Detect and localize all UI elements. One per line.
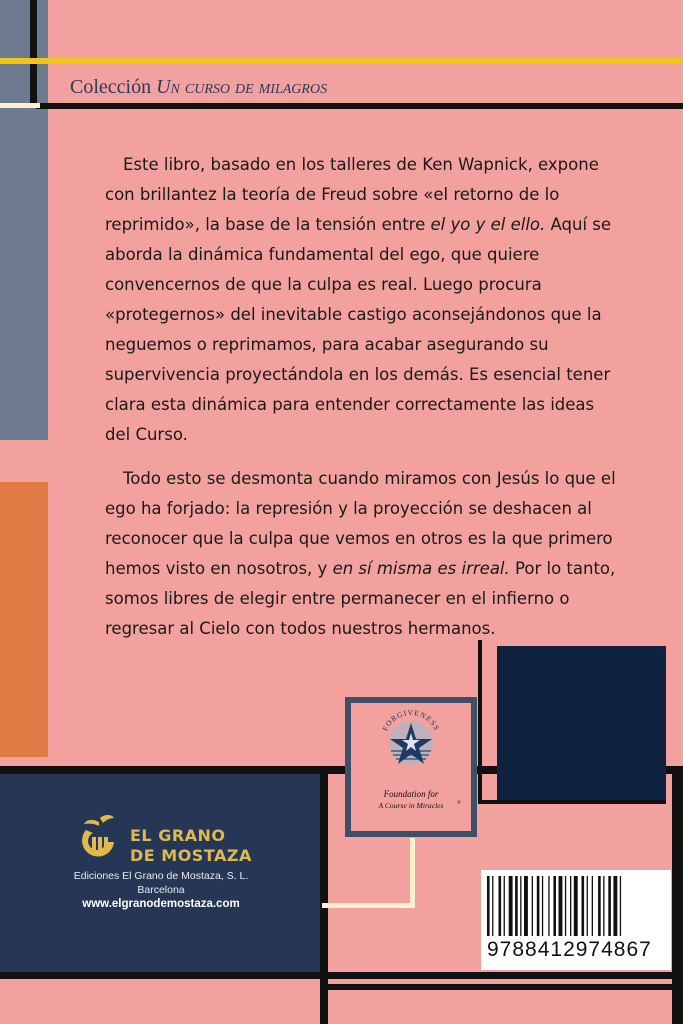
horizontal-divider-top (36, 103, 683, 109)
horizontal-divider-bottom (0, 972, 683, 979)
navy-block-shadow-left (478, 640, 482, 804)
horizontal-divider-low-right (322, 984, 683, 990)
paragraph-1 (105, 150, 620, 450)
navy-block-shadow-bottom (478, 800, 666, 804)
foundation-line1: Foundation for (383, 789, 439, 799)
collection-header (70, 76, 327, 99)
publisher-city: Barcelona (137, 884, 185, 896)
collection-title: Un curso de milagros (156, 76, 328, 98)
para2-italic: en sí misma es irreal. (332, 559, 510, 578)
collection-prefix: Colección (70, 76, 152, 98)
barcode-bars (481, 876, 671, 946)
publisher-name-line1: EL GRANO (130, 826, 226, 845)
orange-stripe (0, 482, 48, 757)
navy-block (497, 646, 666, 801)
cream-accent-horizontal (322, 903, 414, 908)
publisher-name (130, 826, 252, 866)
vertical-divider-left (30, 0, 37, 108)
forgiveness-arc-text: FORGIVENESS (380, 707, 442, 733)
para1-text-b: Aquí se aborda la dinámica fundamental del ego, que quiere convencernos de que la culpa es real. Luego procura «protegernos» del inevitable castigo aconsejándonos que la neguemos o reprimamos, para acabar asegurando su supervivencia proyectándola en los demás. Es esencial tener clara esta dinámica para entender correctamente las ideas del Curso. (105, 215, 612, 444)
para1-italic: el yo y el ello. (430, 215, 546, 234)
cream-accent-top (0, 103, 40, 108)
para2-text-a: Todo esto se desmonta cuando miramos con Jesús lo que el ego ha forjado: la represión y la proyección se deshacen al reconocer que la culpa que vemos en otros es la que primero hemos visto en nosotros, y (105, 469, 616, 578)
description (105, 150, 620, 658)
publisher-company: Ediciones El Grano de Mostaza, S. L. (73, 870, 249, 882)
slate-stripe (0, 0, 48, 440)
para2-text-b: Por lo tanto, somos libres de elegir entre permanecer en el infierno o regresar al Cielo con todos nuestros hermanos. (105, 559, 616, 638)
cream-accent-vertical (410, 838, 415, 908)
yellow-rule (0, 58, 683, 64)
foundation-logo-box (345, 697, 477, 837)
isbn-barcode (481, 870, 671, 970)
publisher-name-line2: DE MOSTAZA (130, 846, 252, 865)
forgiveness-star-icon (351, 703, 471, 831)
paragraph-2 (105, 464, 620, 644)
registered-mark: ® (457, 801, 461, 806)
para1-text-a: Este libro, basado en los talleres de Ken Wapnick, expone con brillantez la teoría de Freud sobre «el retorno de lo reprimido», la base de la tensión entre (105, 155, 599, 234)
foundation-line2: A Course in Miracles (378, 801, 444, 810)
publisher-website[interactable]: www.elgranodemostaza.com (82, 898, 240, 910)
barcode-digits: 9788412974867 (487, 938, 652, 961)
mustard-seed-logo-icon (72, 812, 128, 868)
